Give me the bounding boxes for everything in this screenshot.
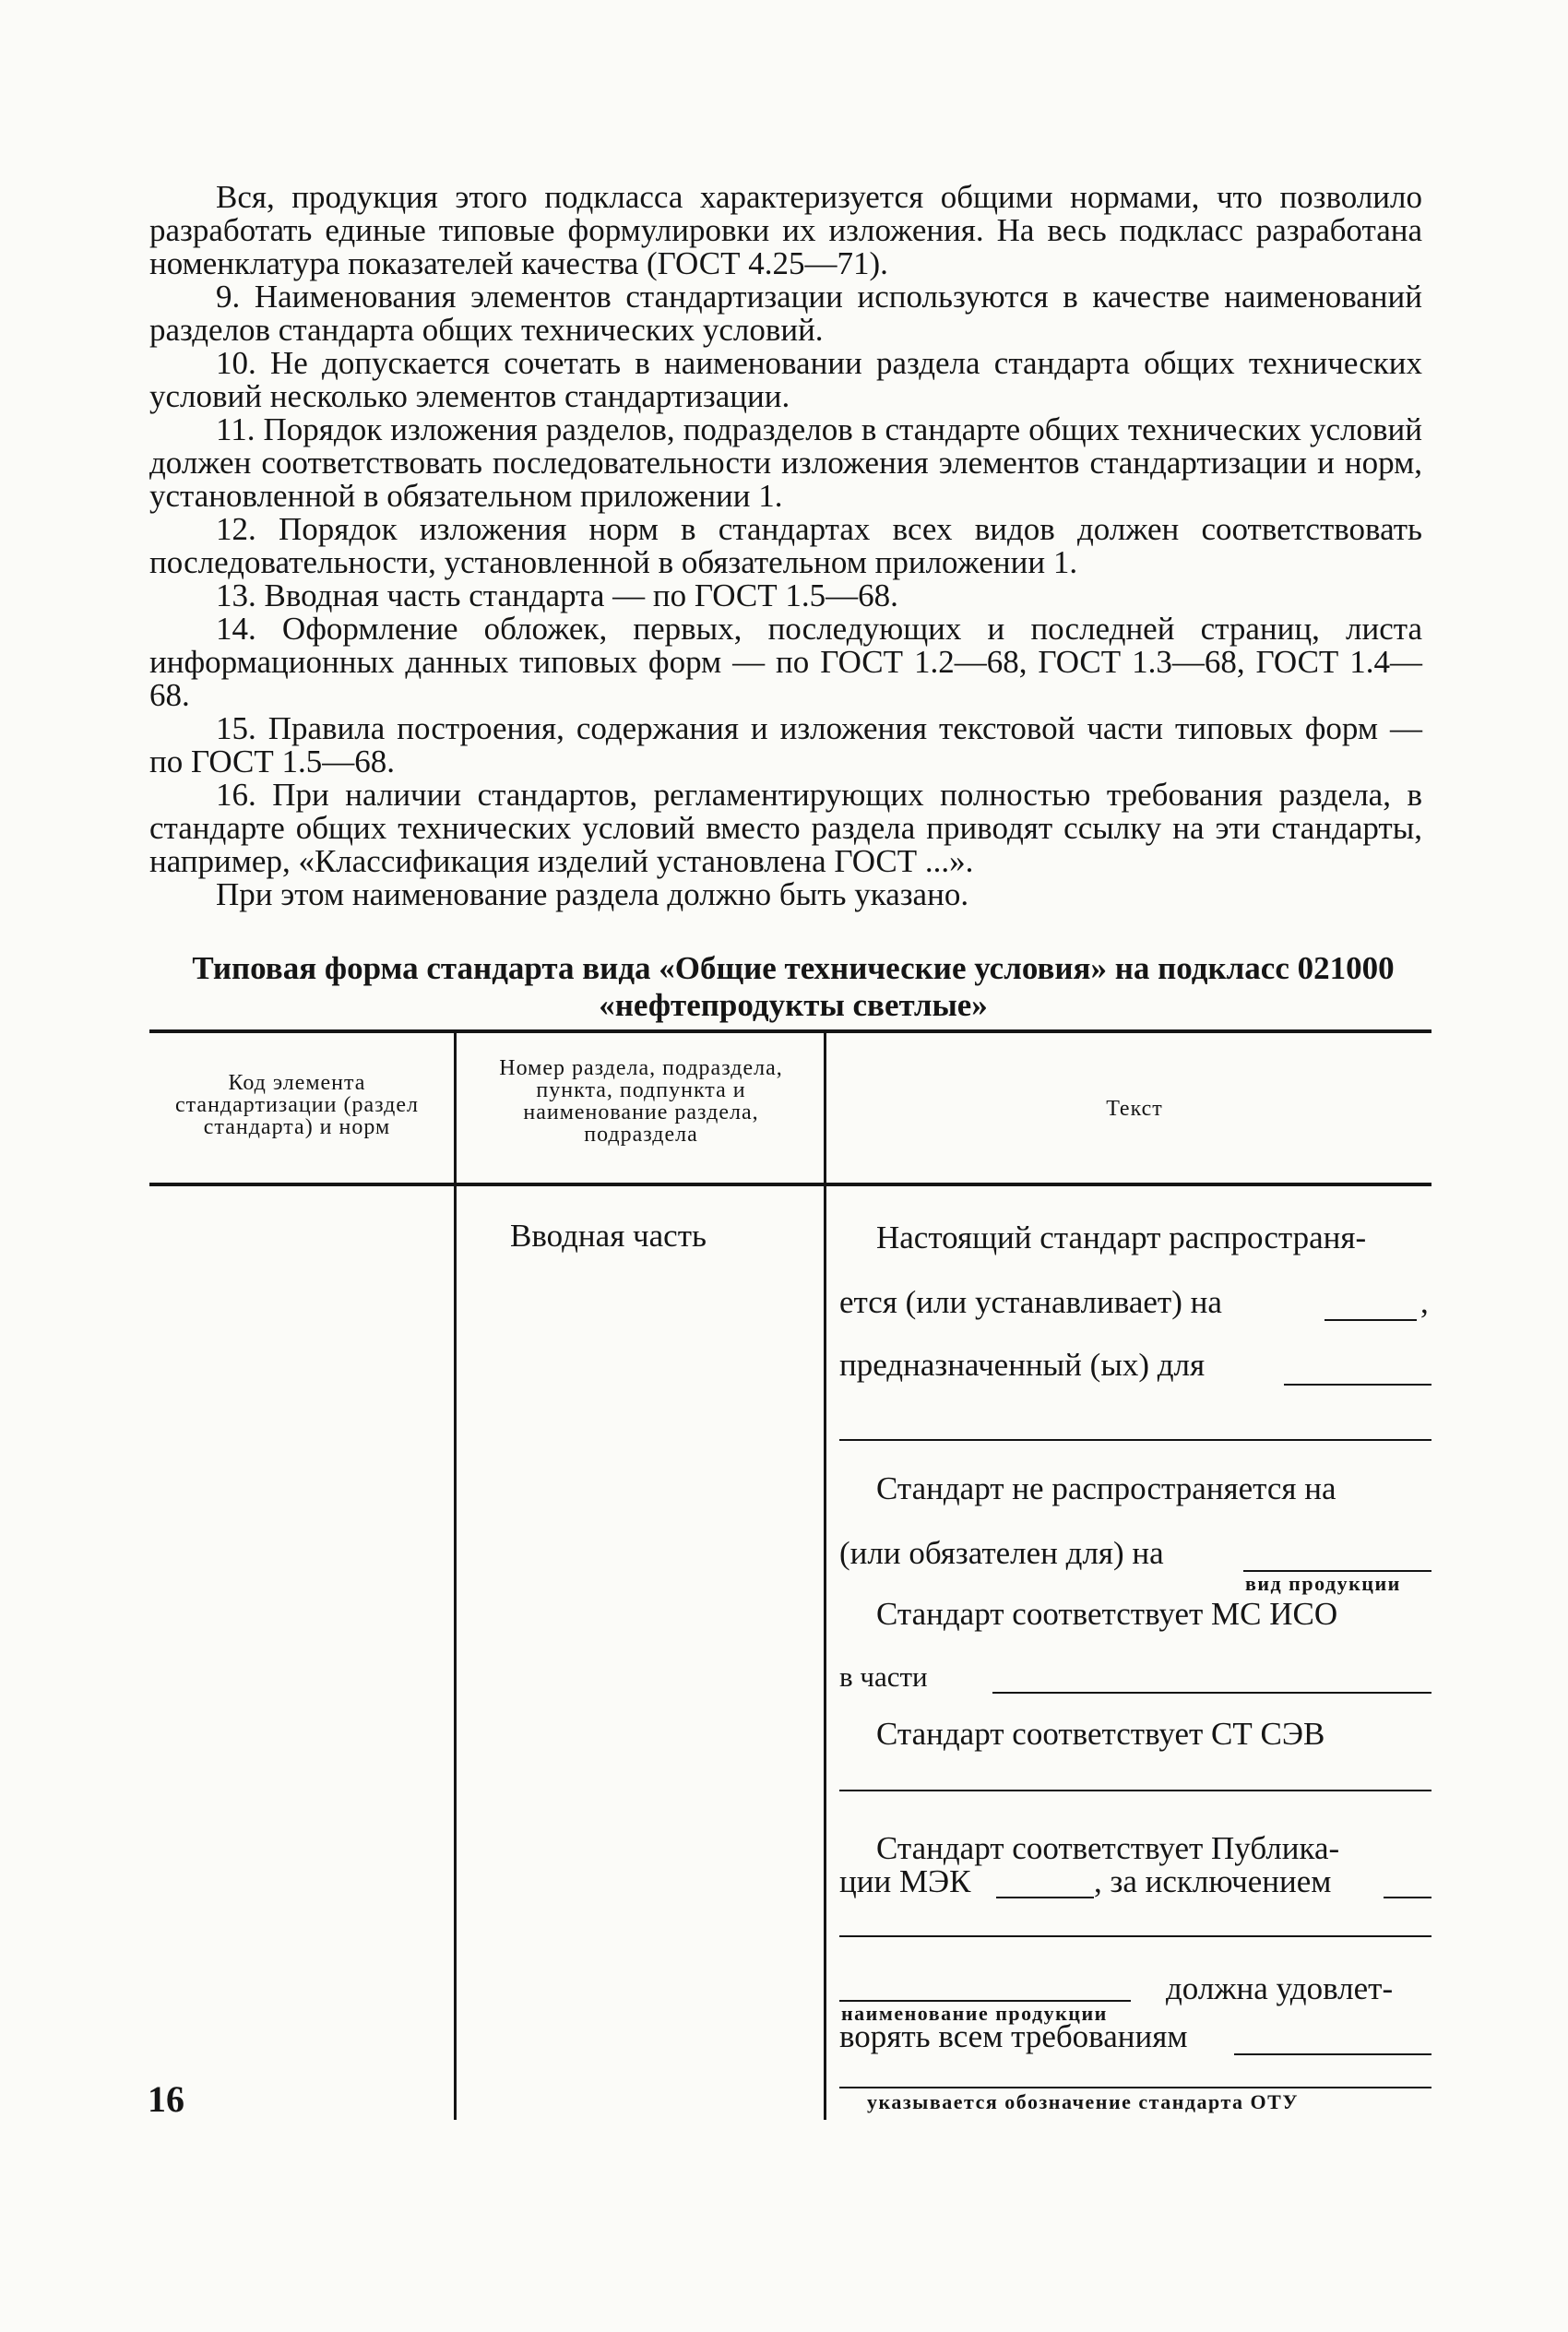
text-line-5: (или обязателен для) на <box>839 1535 1164 1571</box>
section-name: Вводная часть <box>510 1218 707 1254</box>
paragraph-15: 15. Правила построения, содержания и изложения текстовой части типовых форм — по ГОСТ 1.5—68. <box>149 710 1422 779</box>
blank-line <box>839 2087 1431 2088</box>
text-line-3: предназначенный (ых) для <box>839 1347 1206 1383</box>
paragraph-intro: Вся, продукция этого подкласса характеризуется общими нормами, что позволило разработать единые типовые формулировки их изложения. На весь подкласс разработана номенклатура показателей качества (ГОСТ 4.25—71). <box>149 179 1422 281</box>
blank-line <box>1234 2053 1431 2055</box>
text-line-11: должна удовлет- <box>1166 1970 1394 2006</box>
paragraph-16: 16. При наличии стандартов, регламентирующих полностью требования раздела, в стандарте общих технических условий вместо раздела приводят ссылку на эти стандарты, например, «Классификация изделий установлена ГОСТ ...». <box>149 777 1422 879</box>
blank-line <box>1324 1319 1417 1321</box>
text-line-7: в части <box>839 1660 928 1693</box>
header-section-number: Номер раздела, подраздела, пункта, подпункта и наименование раздела, подраздела <box>499 1056 783 1147</box>
blank-line <box>1284 1384 1431 1386</box>
caption-product-name: наименование продукции <box>841 2002 1108 2025</box>
blank-line <box>992 1692 1431 1694</box>
blank-line <box>1384 1897 1431 1898</box>
blank-line <box>839 1439 1431 1441</box>
text-line-4: Стандарт не распространяется на <box>876 1470 1336 1506</box>
blank-line <box>996 1897 1094 1898</box>
page-number: 16 <box>148 2078 184 2120</box>
text-line-6: Стандарт соответствует МС ИСО <box>876 1596 1338 1632</box>
paragraph-9: 9. Наименования элементов стандартизации используются в качестве наименований разделов стандарта общих технических условий. <box>149 279 1422 348</box>
paragraph-closing: При этом наименование раздела должно быть указано. <box>216 876 969 912</box>
header-code: Код элемента стандартизации (раздел стандарта) и норм <box>174 1071 419 1139</box>
paragraph-12: 12. Порядок изложения норм в стандартах всех видов должен соответствовать последовательности, установленной в обязательном приложении 1. <box>149 511 1422 580</box>
text-line-12: ворять всем требованиям <box>839 2018 1188 2054</box>
text-line-2: ется (или устанавливает) на <box>839 1284 1222 1320</box>
blank-line <box>839 1935 1431 1937</box>
text-line-1: Настоящий стандарт распространя- <box>876 1220 1367 1255</box>
column-divider-1 <box>454 1033 457 2120</box>
table-header-rule <box>149 1183 1431 1186</box>
column-divider-2 <box>824 1033 826 2120</box>
caption-otu-standard: указывается обозначение стандарта ОТУ <box>867 2090 1299 2113</box>
blank-line <box>839 1790 1431 1791</box>
table-top-rule <box>149 1029 1431 1033</box>
text-line-2-end: , <box>1420 1284 1429 1320</box>
header-text: Текст <box>1106 1097 1163 1121</box>
paragraph-10: 10. Не допускается сочетать в наименовании раздела стандарта общих технических условий несколько элементов стандартизации. <box>149 345 1422 414</box>
text-line-8: Стандарт соответствует СТ СЭВ <box>876 1716 1325 1752</box>
paragraph-13: 13. Вводная часть стандарта — по ГОСТ 1.5—68. <box>216 577 898 613</box>
caption-product-kind: вид продукции <box>1245 1572 1401 1595</box>
text-line-10a: ции МЭК <box>839 1863 971 1899</box>
text-line-10b: , за исключением <box>1094 1863 1332 1899</box>
paragraph-14: 14. Оформление обложек, первых, последующих и последней страниц, листа информационных данных типовых форм — по ГОСТ 1.2—68, ГОСТ 1.3—68, ГОСТ 1.4—68. <box>149 611 1422 713</box>
text-line-9: Стандарт соответствует Публика- <box>876 1830 1340 1866</box>
table-title: Типовая форма стандарта вида «Общие технические условия» на подкласс 021000 «нефтепродукты светлые» <box>192 950 1395 1023</box>
paragraph-11: 11. Порядок изложения разделов, подразделов в стандарте общих технических условий должен соответствовать последовательности изложения элементов стандартизации и норм, установленной в обязательном приложении 1. <box>149 411 1422 514</box>
